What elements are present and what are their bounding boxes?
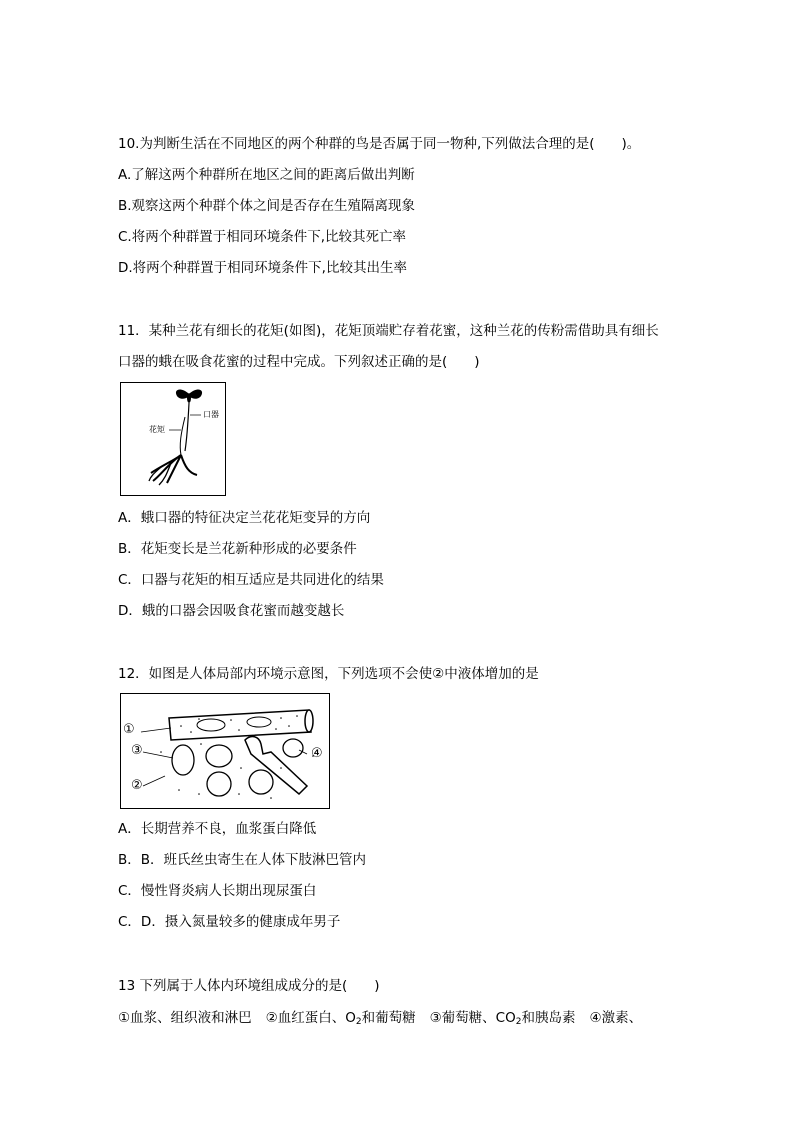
tissue-cell: [249, 770, 273, 794]
tissue-diagram-figure: [120, 693, 330, 809]
q13-option-3: [430, 1010, 576, 1026]
q13-options-line: [118, 1009, 642, 1031]
q13-option-2-text: ②血红蛋白、O: [265, 1010, 356, 1026]
tissue-cell: [207, 772, 231, 796]
q13-option-3-tail: 和胰岛素: [521, 1010, 576, 1026]
capillary-end: [305, 710, 313, 732]
q11-option-b: B．花矩变长是兰花新种形成的必要条件: [118, 541, 357, 557]
q13-option-2-subscript: 2: [355, 1017, 362, 1027]
capillary-vessel: [169, 710, 311, 740]
q13-option-1: ①血浆、组织液和淋巴: [118, 1010, 252, 1026]
q10-option-b: B.观察这两个种群个体之间是否存在生殖隔离现象: [118, 198, 416, 214]
mouthpart-line: [185, 403, 189, 451]
spur-label: 花矩: [149, 425, 165, 434]
figure-label-3: ③: [131, 743, 143, 758]
q13-option-2: [266, 1010, 416, 1026]
q11-stem-line2: 口器的蛾在吸食花蜜的过程中完成。下列叙述正确的是( ): [118, 354, 480, 370]
q13-option-3-text: ③葡萄糖、CO: [429, 1010, 516, 1026]
q12-stem: 12．如图是人体局部内环境示意图，下列选项不会使②中液体增加的是: [118, 666, 539, 682]
q13-option-4: ④激素、: [589, 1010, 643, 1026]
tissue-cell: [172, 745, 194, 775]
figure-label-4: ④: [311, 746, 323, 761]
tissue-diagram-drawing: [121, 694, 329, 808]
red-blood-cell: [197, 719, 225, 731]
mouthpart-label: 口器: [203, 410, 219, 419]
q10-option-c: C.将两个种群置于相同环境条件下,比较其死亡率: [118, 229, 407, 245]
q12-option-a: A．长期营养不良，血浆蛋白降低: [118, 821, 317, 837]
q13-option-3-subscript: 2: [515, 1017, 522, 1027]
moth-body: [187, 393, 191, 403]
q11-stem-line1: 11．某种兰花有细长的花矩(如图)，花矩顶端贮存着花蜜，这种兰花的传粉需借助具有细长: [118, 323, 659, 339]
q11-option-a: A．蛾口器的特征决定兰花花矩变异的方向: [118, 510, 371, 526]
q10-stem: 10.为判断生活在不同地区的两个种群的鸟是否属于同一物种,下列做法合理的是( )。: [118, 136, 641, 152]
q13-option-2-tail: 和葡萄糖: [361, 1010, 416, 1026]
tissue-cell: [206, 745, 232, 767]
moth-right-wing: [190, 389, 202, 398]
q12-option-c: C．慢性肾炎病人长期出现尿蛋白: [118, 883, 317, 899]
q11-option-d: D．蛾的口器会因吸食花蜜而越变越长: [118, 603, 345, 619]
q10-option-d: D.将两个种群置于相同环境条件下,比较其出生率: [118, 260, 407, 276]
figure-label-1: ①: [123, 722, 135, 737]
moth-left-wing: [176, 389, 188, 398]
q13-stem: 13 下列属于人体内环境组成成分的是( ): [118, 978, 380, 994]
q10-option-a: A.了解这两个种群所在地区之间的距离后做出判断: [118, 167, 415, 183]
orchid-moth-figure: [120, 382, 226, 496]
spur-line: [180, 417, 185, 455]
label-1-pointer: [141, 728, 171, 732]
q11-option-c: C．口器与花矩的相互适应是共同进化的结果: [118, 572, 384, 588]
q12-option-b: B．B．班氏丝虫寄生在人体下肢淋巴管内: [118, 852, 367, 868]
q12-option-d: C．D．摄入氮量较多的健康成年男子: [118, 914, 341, 930]
label-3-pointer: [143, 752, 173, 758]
label-2-pointer: [143, 776, 165, 786]
red-blood-cell: [247, 717, 271, 727]
orchid-moth-drawing: [121, 383, 225, 495]
figure-label-2: ②: [131, 778, 143, 793]
lymphocyte: [283, 739, 303, 757]
